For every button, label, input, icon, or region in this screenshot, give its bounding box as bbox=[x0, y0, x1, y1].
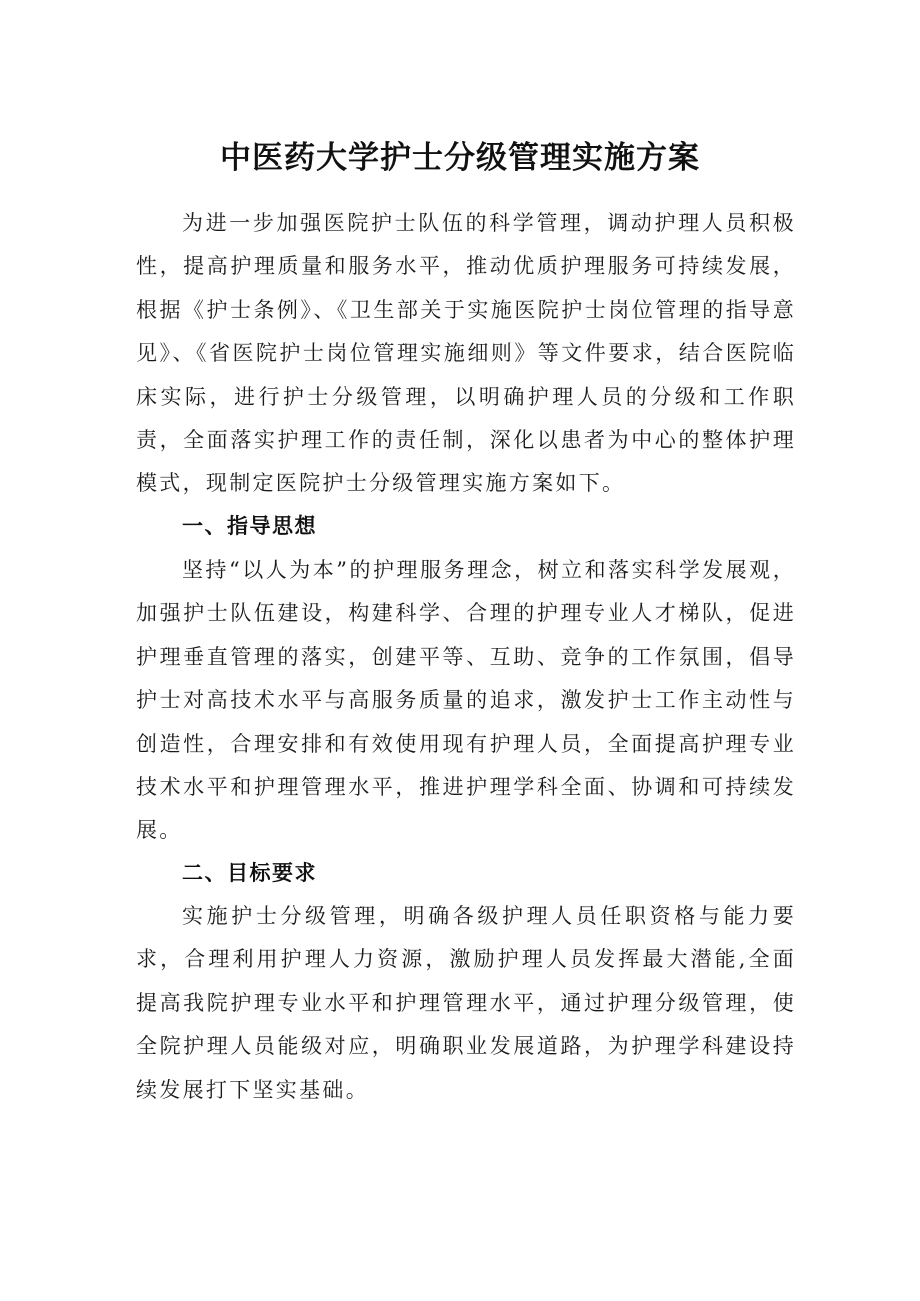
section-paragraph-guiding-ideology: 坚持“以人为本”的护理服务理念，树立和落实科学发展观，加强护士队伍建设，构建科学、合理的护理专业人才梯队，促进护理垂直管理的落实，创建平等、互助、竞争的工作氛围，倡导护士对高技术水平与高服务质量的追求，激发护士工作主动性与创造性，合理安排和有效使用现有护理人员，全面提高护理专业技术水平和护理管理水平，推进护理学科全面、协调和可持续发展。 bbox=[136, 558, 796, 843]
section-paragraph-goals: 实施护士分级管理，明确各级护理人员任职资格与能力要求，合理利用护理人力资源，激励护理人员发挥最大潜能,全面提高我院护理专业水平和护理管理水平，通过护理分级管理，使全院护理人员能级对应，明确职业发展道路，为护理学科建设持续发展打下坚实基础。 bbox=[136, 904, 796, 1102]
section-heading-guiding-ideology: 一、指导思想 bbox=[182, 514, 317, 538]
document-title: 中医药大学护士分级管理实施方案 bbox=[220, 139, 700, 176]
intro-paragraph: 为进一步加强医院护士队伍的科学管理，调动护理人员积极性，提高护理质量和服务水平，推动优质护理服务可持续发展，根据《护士条例》、《卫生部关于实施医院护士岗位管理的指导意见》、《省医院护士岗位管理实施细则》等文件要求，结合医院临床实际，进行护士分级管理，以明确护理人员的分级和工作职责，全面落实护理工作的责任制，深化以患者为中心的整体护理模式，现制定医院护士分级管理实施方案如下。 bbox=[136, 211, 796, 496]
section-heading-goals: 二、目标要求 bbox=[182, 861, 317, 885]
